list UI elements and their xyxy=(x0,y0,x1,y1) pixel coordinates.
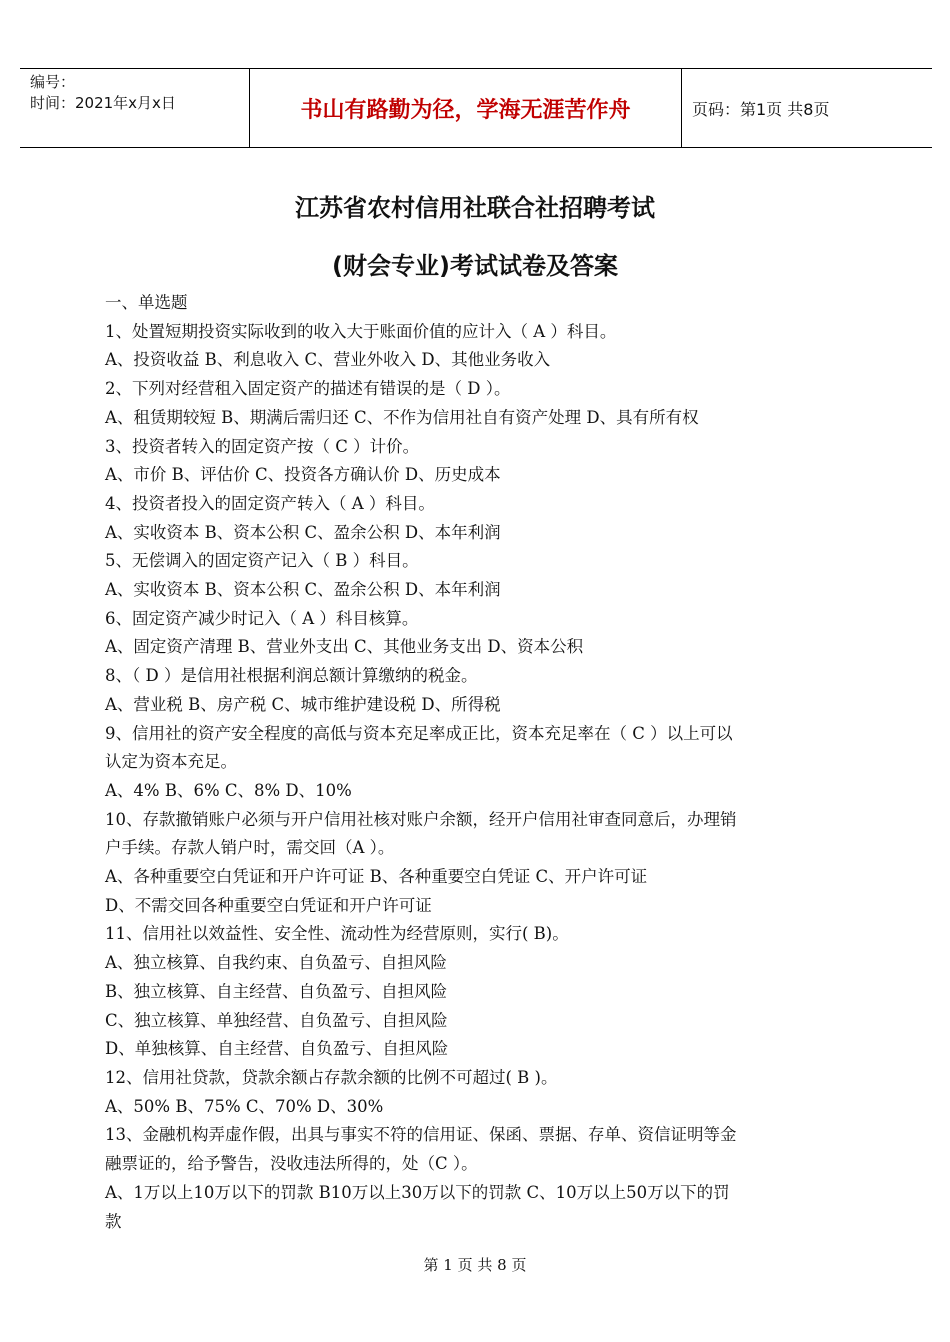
header-page-info: 页码：第1页 共8页 xyxy=(692,99,830,119)
text-line: A、投资收益 B、利息收入 C、营业外收入 D、其他业务收入 xyxy=(105,350,551,370)
text-line: A、实收资本 B、资本公积 C、盈余公积 D、本年利润 xyxy=(105,522,501,542)
text-line: D、不需交回各种重要空白凭证和开户许可证 xyxy=(105,895,432,915)
text-line: 户手续。存款人销户时，需交回（A ）。 xyxy=(105,838,395,858)
text-line: 2、下列对经营租入固定资产的描述有错误的是（ D ）。 xyxy=(105,379,511,399)
text-line: 一、单选题 xyxy=(105,293,188,312)
document-body xyxy=(105,289,845,1236)
text-line: 8、（ D ）是信用社根据利润总额计算缴纳的税金。 xyxy=(105,666,478,686)
header-meta xyxy=(20,69,250,147)
text-line: A、各种重要空白凭证和开户许可证 B、各种重要空白凭证 C、开户许可证 xyxy=(105,867,648,887)
text-line: 11、信用社以效益性、安全性、流动性为经营原则，实行( B)。 xyxy=(105,924,569,944)
text-line: 1、处置短期投资实际收到的收入大于账面价值的应计入（ A ）科目。 xyxy=(105,321,617,341)
text-line: A、独立核算、自我约束、自负盈亏、自担风险 xyxy=(105,953,447,973)
text-line: 3、投资者转入的固定资产按（ C ）计价。 xyxy=(105,436,420,456)
text-line: A、实收资本 B、资本公积 C、盈余公积 D、本年利润 xyxy=(105,580,501,600)
text-line: C、独立核算、单独经营、自负盈亏、自担风险 xyxy=(105,1010,448,1030)
number-label: 编号： xyxy=(30,73,76,91)
time-label: 时间：2021年x月x日 xyxy=(30,94,176,112)
text-line: 款 xyxy=(105,1211,122,1231)
text-line: A、营业税 B、房产税 C、城市维护建设税 D、所得税 xyxy=(105,694,501,714)
text-line: A、4% B、6% C、8% D、10% xyxy=(105,780,352,800)
document-header xyxy=(20,68,932,148)
text-line: 认定为资本充足。 xyxy=(105,752,237,772)
header-motto: 书山有路勤为径，学海无涯苦作舟 xyxy=(250,69,682,147)
text-line: 12、信用社贷款，贷款余额占存款余额的比例不可超过( B )。 xyxy=(105,1067,558,1087)
text-line: 9、信用社的资产安全程度的高低与资本充足率成正比，资本充足率在（ C ）以上可以 xyxy=(105,723,733,743)
text-line: A、市价 B、评估价 C、投资各方确认价 D、历史成本 xyxy=(105,465,501,485)
text-line: A、1万以上10万以下的罚款 B10万以上30万以下的罚款 C、10万以上50万以下的罚 xyxy=(105,1182,730,1202)
document-subtitle: (财会专业)考试试卷及答案 xyxy=(332,252,618,280)
text-line: 6、固定资产减少时记入（ A ）科目核算。 xyxy=(105,608,419,628)
text-line: A、固定资产清理 B、营业外支出 C、其他业务支出 D、资本公积 xyxy=(105,637,584,657)
text-line: 4、投资者投入的固定资产转入（ A ）科目。 xyxy=(105,493,435,513)
text-line: D、单独核算、自主经营、自负盈亏、自担风险 xyxy=(105,1039,449,1059)
text-line: 13、金融机构弄虚作假，出具与事实不符的信用证、保函、票据、存单、资信证明等金 xyxy=(105,1125,737,1145)
text-line: B、独立核算、自主经营、自负盈亏、自担风险 xyxy=(105,981,448,1001)
text-line: A、50% B、75% C、70% D、30% xyxy=(105,1096,384,1116)
text-line: 融票证的，给予警告，没收违法所得的，处（C ）。 xyxy=(105,1154,478,1174)
text-line: A、租赁期较短 B、期满后需归还 C、不作为信用社自有资产处理 D、具有所有权 xyxy=(105,407,699,427)
text-line: 5、无偿调入的固定资产记入（ B ）科目。 xyxy=(105,551,419,571)
page-footer: 第 1 页 共 8 页 xyxy=(423,1256,527,1274)
text-line: 10、存款撤销账户必须与开户信用社核对账户余额，经开户信用社审查同意后，办理销 xyxy=(105,809,737,829)
document-title: 江苏省农村信用社联合社招聘考试 xyxy=(295,194,655,222)
